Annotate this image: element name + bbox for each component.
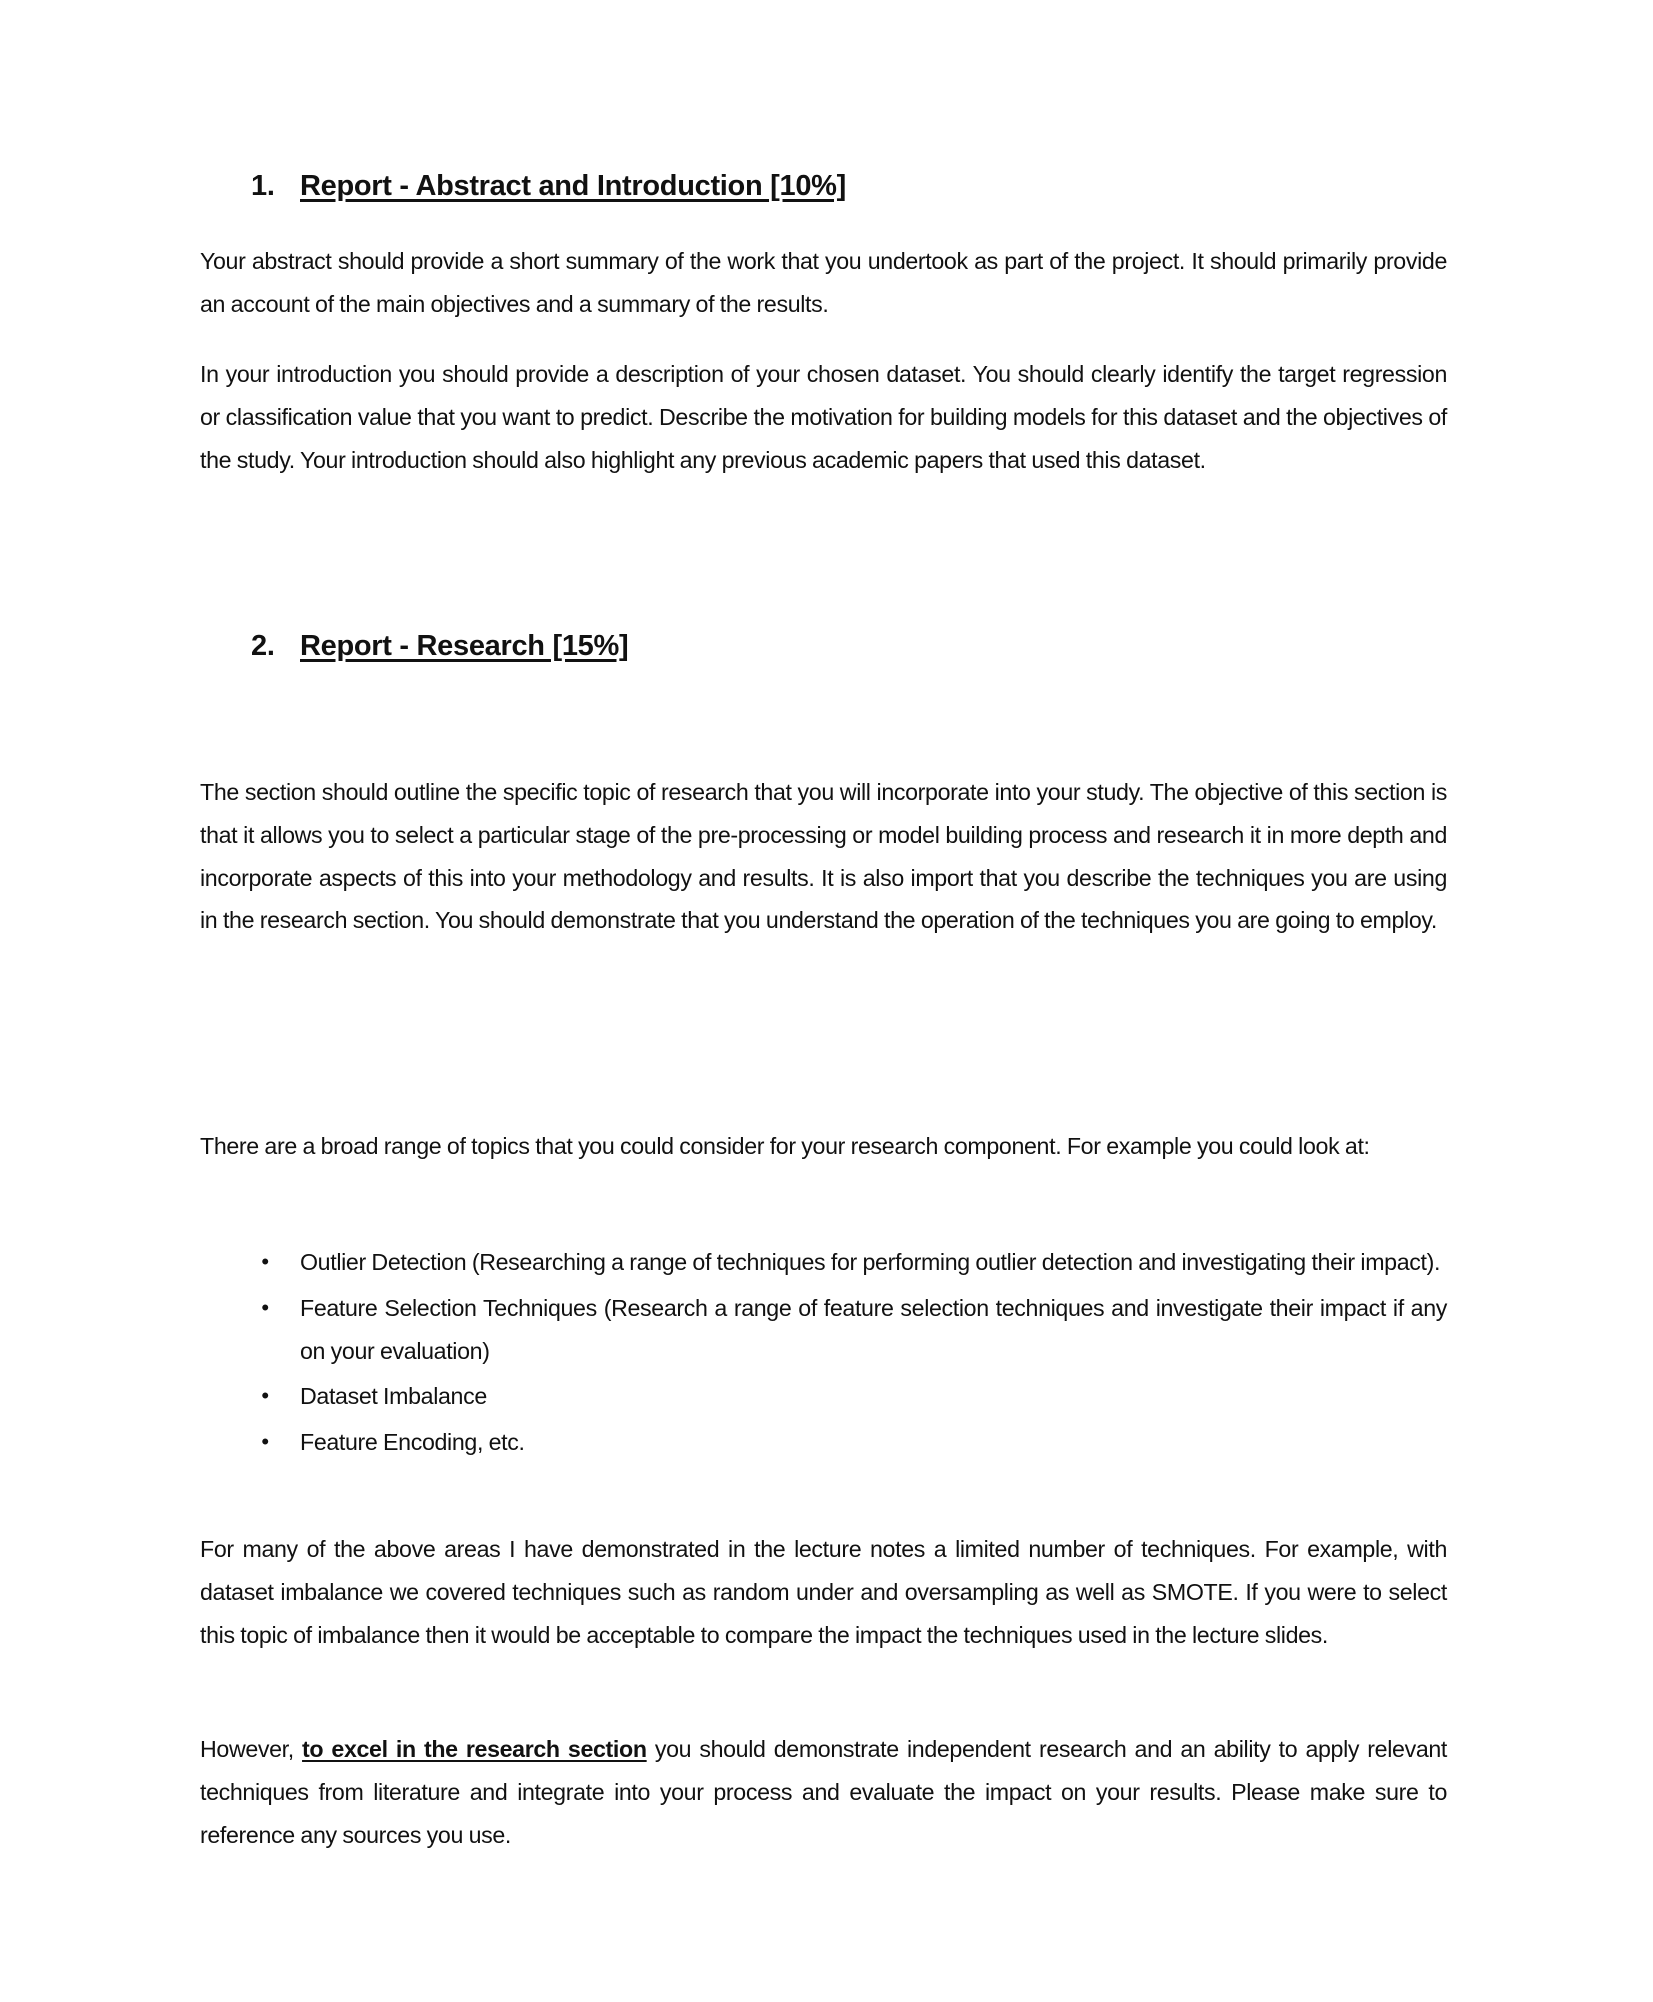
section-1-heading: [251, 170, 846, 203]
list-item: [200, 1421, 1447, 1464]
closing-prefix: However,: [200, 1736, 303, 1762]
list-item: [200, 1241, 1447, 1284]
list-item-text: Outlier Detection (Researching a range of techniques for performing outlier detection and investigating their impact).: [300, 1249, 1441, 1275]
section-2-number: 2.: [251, 630, 275, 662]
list-item-text: Feature Encoding, etc.: [300, 1429, 525, 1456]
research-topics-list: [200, 1241, 1447, 1467]
section-2-title: Report - Research [15%]: [300, 630, 629, 662]
list-item: [200, 1287, 1447, 1373]
bullet-icon: •: [261, 1383, 269, 1409]
bullet-icon: •: [261, 1429, 269, 1455]
bullet-icon: •: [261, 1249, 269, 1274]
topics-paragraph: There are a broad range of topics that you could consider for your research component. For example you could look at:: [200, 1133, 1370, 1159]
section-1-title: Report - Abstract and Introduction [10%]: [300, 170, 846, 202]
closing-paragraph: [200, 1728, 1447, 1856]
lecture-techniques-paragraph: For many of the above areas I have demonstrated in the lecture notes a limited number of techniques. For example, with dataset imbalance we covered techniques such as random under and oversampling as well as SMOTE. If you were to select this topic of imbalance then it would be acceptable to compare the impact the techniques used in the lecture slides.: [200, 1536, 1447, 1648]
list-item-text: Dataset Imbalance: [300, 1383, 487, 1410]
list-item: [200, 1375, 1447, 1418]
introduction-paragraph: In your introduction you should provide a description of your chosen dataset. You should clearly identify the target regression or classification value that you want to predict. Describe the motivation for building models for this dataset and the objectives of the study. Your introduction should also highlight any previous academic papers that used this dataset.: [200, 361, 1447, 473]
section-1-number: 1.: [251, 170, 275, 202]
closing-emphasis: to excel in the research section: [302, 1736, 647, 1762]
bullet-icon: •: [261, 1294, 269, 1320]
section-2-heading: [251, 630, 628, 663]
research-paragraph: The section should outline the specific topic of research that you will incorporate into your study. The objective of this section is that it allows you to select a particular stage of the pre-processing or model building process and research it in more depth and incorporate aspects of this into your methodology and results. It is also import that you describe the techniques you are using in the research section. You should demonstrate that you understand the operation of the techniques you are going to employ.: [200, 779, 1447, 934]
list-item-text: Feature Selection Techniques (Research a range of feature selection techniques and investigate their impact if any on your evaluation): [300, 1294, 1447, 1364]
closing-suffix: you should demonstrate independent research and an ability to apply relevant techniques from literature and integrate into your process and evaluate the impact on your results. Please make sure to reference any sources you use.: [200, 1736, 1447, 1848]
abstract-paragraph: Your abstract should provide a short summary of the work that you undertook as part of the project. It should primarily provide an account of the main objectives and a summary of the results.: [200, 248, 1447, 317]
